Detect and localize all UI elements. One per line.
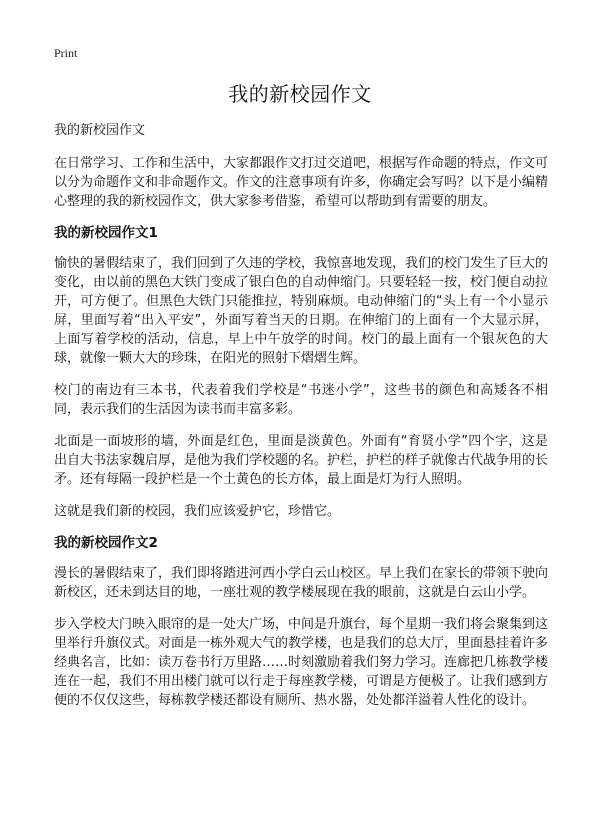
article-body <box>54 122 548 723</box>
paragraph: 这就是我们新的校园，我们应该爱护它，珍惜它。 <box>54 504 341 519</box>
article-subtitle: 我的新校园作文 <box>54 123 146 138</box>
print-link[interactable]: Print <box>54 46 78 60</box>
section-heading: 我的新校园作文1 <box>54 225 158 241</box>
essay-section-2 <box>54 534 548 710</box>
paragraph: 校门的南边有三本书，代表着我们学校是“书迷小学”，这些书的颜色和高矮各不相同，表示我们的生活因为读书而丰富多彩。 <box>54 383 548 417</box>
intro-paragraph: 在日常学习、工作和生活中，大家都跟作文打过交道吧，根据写作命题的特点，作文可以分为命题作文和非命题作文。作文的注意事项有许多，你确定会写吗？以下是小编精心整理的我的新校园作文，供大家参考借鉴，希望可以帮助到有需要的朋友。 <box>54 156 549 209</box>
page-title: 我的新校园作文 <box>228 82 372 106</box>
paragraph: 步入学校大门映入眼帘的是一处大广场，中间是升旗台，每个星期一我们将会聚集到这里举行升旗仪式。对面是一栋外观大气的教学楼，也是我们的总大厅，里面悬挂着许多经典名言，比如：读万卷书行万里路……时刻激励着我们努力学习。连廊把几栋教学楼连在一起，我们不用出楼门就可以行走于每座教学楼，可谓是方便极了。让我们感到方便的不仅仅这些，每栋教学楼还都设有厕所、热水器，处处都洋溢着人性化的设计。 <box>54 617 549 708</box>
paragraph: 漫长的暑假结束了，我们即将踏进河西小学白云山校区。早上我们在家长的带领下驶向新校区，还未到达目的地，一座壮观的教学楼展现在我的眼前，这就是白云山小学。 <box>54 566 549 600</box>
paragraph: 愉快的暑假结束了，我们回到了久违的学校，我惊喜地发现，我们的校门发生了巨大的变化，由以前的黑色大铁门变成了银白色的自动伸缩门。只要轻轻一按，校门便自动拉开，可方便了。但黑色大铁门只能推拉，特别麻烦。电动伸缩门的“头上有一个小显示屏，里面写着“出入平安”，外面写着当天的日期。在伸缩门的上面有一个大显示屏，上面写着学校的活动，信息，早上中午放学的时间。校门的最上面有一个银灰色的大球，就像一颗大大的珍珠，在阳光的照射下熠熠生辉。 <box>54 256 549 366</box>
section-heading: 我的新校园作文2 <box>54 535 158 551</box>
paragraph: 北面是一面坡形的墙，外面是红色，里面是淡黄色。外面有“育贤小学”四个字，这是出自大书法家魏启厚，是他为我们学校题的名。护栏，护栏的样子就像古代战争用的长矛。还有每隔一段护栏是一个土黄色的长方体，最上面是灯为行人照明。 <box>54 434 549 487</box>
essay-section-1 <box>54 224 548 521</box>
